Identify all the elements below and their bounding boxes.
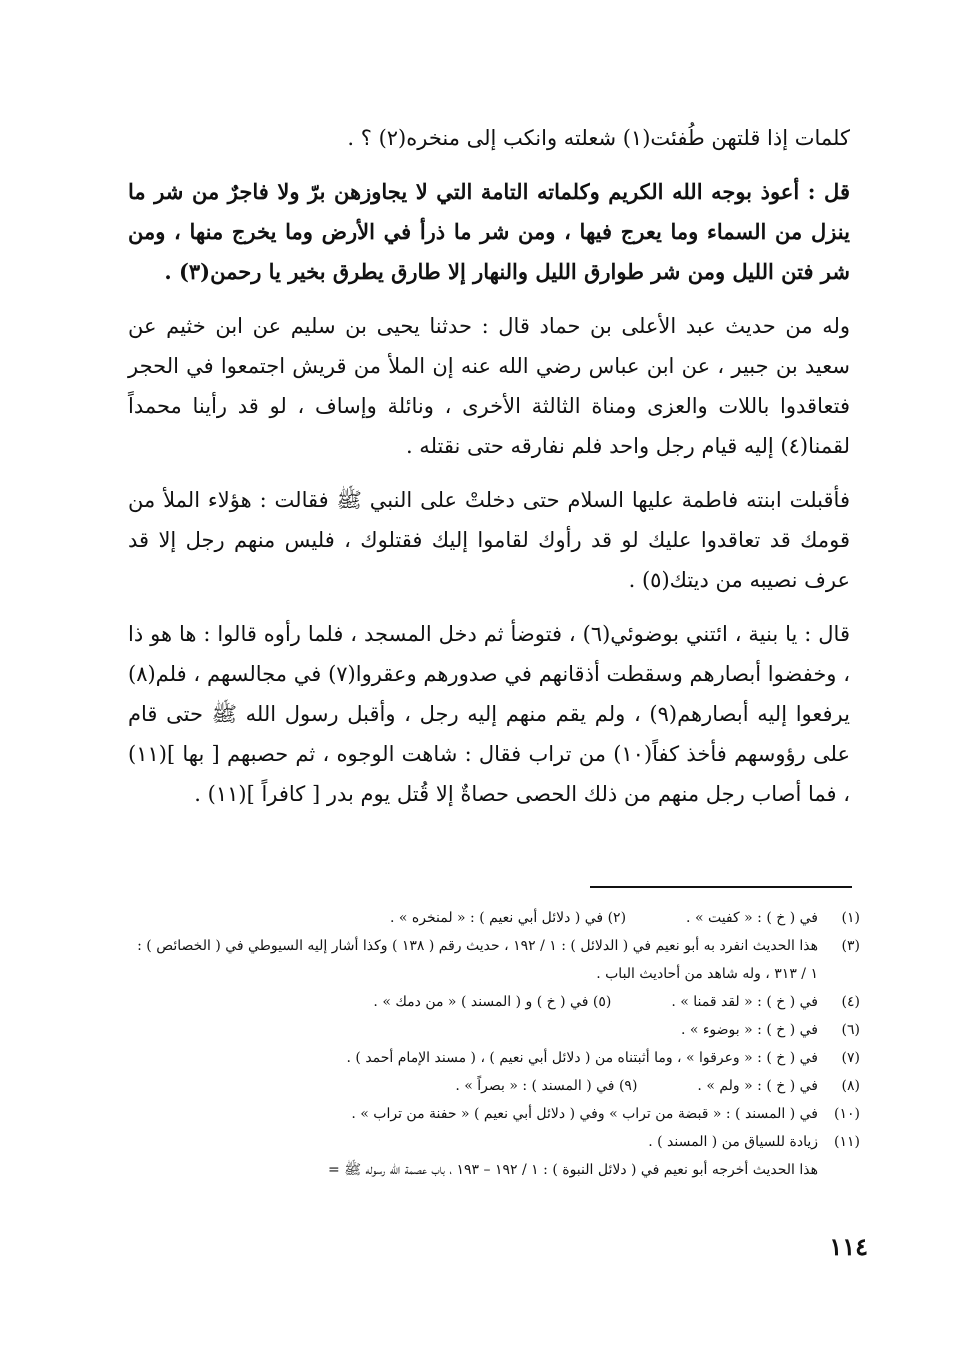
- footnote-number: (٣): [841, 938, 860, 954]
- footnote: [128, 1100, 860, 1128]
- footnote: [128, 1044, 860, 1072]
- footnote-number: (٦): [841, 1022, 860, 1038]
- footnote-text: في ( خ ) و ( المسند ) « من دمك » .: [373, 994, 589, 1010]
- footnote-text: في ( المسند ) : « قبضة من تراب » وفي ( دلائل أبي نعيم ) « حفنة من تراب » .: [351, 1106, 818, 1122]
- footnote-text: في ( المسند ) : « بصراً » .: [455, 1078, 615, 1094]
- main-text: [128, 118, 850, 814]
- footnote-text: في ( خ ) : « كفيت » .: [686, 910, 818, 926]
- footnote: [128, 1072, 860, 1100]
- footnotes: [128, 904, 860, 1184]
- footnote-text: في ( خ ) : « وعرقوا » ، وما أثبتناه من ( دلائل أبي نعيم ) ، ( مسند الإمام أحمد ) .: [346, 1050, 818, 1066]
- footnote-text: في ( خ ) : « ولم » .: [697, 1078, 818, 1094]
- footnote: [128, 932, 860, 988]
- footnote-number: (٢): [607, 910, 627, 926]
- footnote: [128, 1128, 860, 1156]
- footnote-number: (٥): [592, 994, 612, 1010]
- footnote-number: (٨): [841, 1078, 860, 1094]
- footnote-number: (٧): [841, 1050, 860, 1066]
- footnote: [128, 904, 860, 932]
- paragraph: قال : يا بنية ، ائتني بوضوئي(٦) ، فتوضأ ثم دخل المسجد ، فلما رأوه قالوا : ها هو ذا ، وخفضوا أبصارهم وسقطت أذقانهم في صدورهم وعقروا(٧) في مجالسهم ، فلم(٨) يرفعوا إليه أبصارهم(٩) ، ولم يقم منهم إليه رجل ، وأقبل رسول الله ﷺ حتى قام على رؤوسهم فأخذ كفاً(١٠) من تراب فقال : شاهت الوجوه ، ثم حصبهم [ بها ](١١) ، فما أصاب رجل منهم من ذلك الحصى حصاةٌ إلا قُتل يوم بدر [ كافراً ](١١) .: [128, 622, 850, 806]
- footnote-continuation: هذا الحديث أخرجه أبو نعيم في ( دلائل النبوة ) : ١ / ١٩٢ – ١٩٣ ، باب عصمة الله رسوله ﷺ =: [328, 1162, 818, 1178]
- footnote-text: هذا الحديث انفرد به أبو نعيم في ( الدلائل ) : ١ / ١٩٢ ، حديث رقم ( ١٣٨ ) وكذا أشار إليه السيوطي في ( الخصائص ) : ١ / ٣١٣ ، وله شاهد من أحاديث الباب .: [137, 938, 818, 982]
- footnote: [128, 1016, 860, 1044]
- footnote-number: (١٠): [834, 1106, 860, 1122]
- footnote-number: (١): [841, 910, 860, 926]
- footnote-number: (٩): [618, 1078, 638, 1094]
- paragraph: وله من حديث عبد الأعلى بن حماد قال : حدثنا يحيى بن سليم عن ابن خثيم عن سعيد بن جبير ، عن ابن عباس رضي الله عنه إن الملأ من قريش اجتمعوا في الحجر فتعاقدوا باللات والعزى ومناة الثالثة الأخرى ، ونائلة وإساف ، لو قد رأينا محمداً لقمنا(٤) إليه قيام رجل واحد فلم نفارقه حتى نقتله .: [128, 314, 850, 458]
- footnote-text: في ( خ ) : « لقد قمنا » .: [671, 994, 818, 1010]
- paragraph-supplication: قل : أعوذ بوجه الله الكريم وكلماته التامة التي لا يجاوزهن برّ ولا فاجرٌ من شر ما ينزل من السماء وما يعرج فيها ، ومن شر ما ذرأ في الأرض وما يخرج منها ، ومن شر فتن الليل ومن شر طوارق الليل والنهار إلا طارق يطرق بخير يا رحمن(٣) .: [128, 179, 850, 284]
- footnote-text: في ( خ ) : « بوضوء » .: [680, 1022, 818, 1038]
- footnote-text: في ( دلائل أبي نعيم ) : « لمنخره » .: [389, 910, 604, 926]
- footnote-number: (٤): [841, 994, 860, 1010]
- paragraph: فأقبلت ابنته فاطمة عليها السلام حتى دخلتْ على النبي ﷺ فقالت : هؤلاء الملأ من قومك قد تعاقدوا عليك لو قد رأوك لقاموا إليك فقتلوك ، فليس منهم رجل إلا قد عرف نصيبه من ديتك(٥) .: [128, 488, 850, 592]
- footnote: [128, 988, 860, 1016]
- footnote-divider: [590, 886, 852, 888]
- footnote-number: (١١): [834, 1134, 860, 1150]
- paragraph: كلمات إذا قلتهن طُفئت(١) شعلته وانكب إلى منخره(٢) ؟ .: [347, 126, 850, 150]
- page-number: ١١٤: [829, 1232, 868, 1261]
- footnote-text: زيادة للسياق من ( المسند ) .: [648, 1134, 818, 1150]
